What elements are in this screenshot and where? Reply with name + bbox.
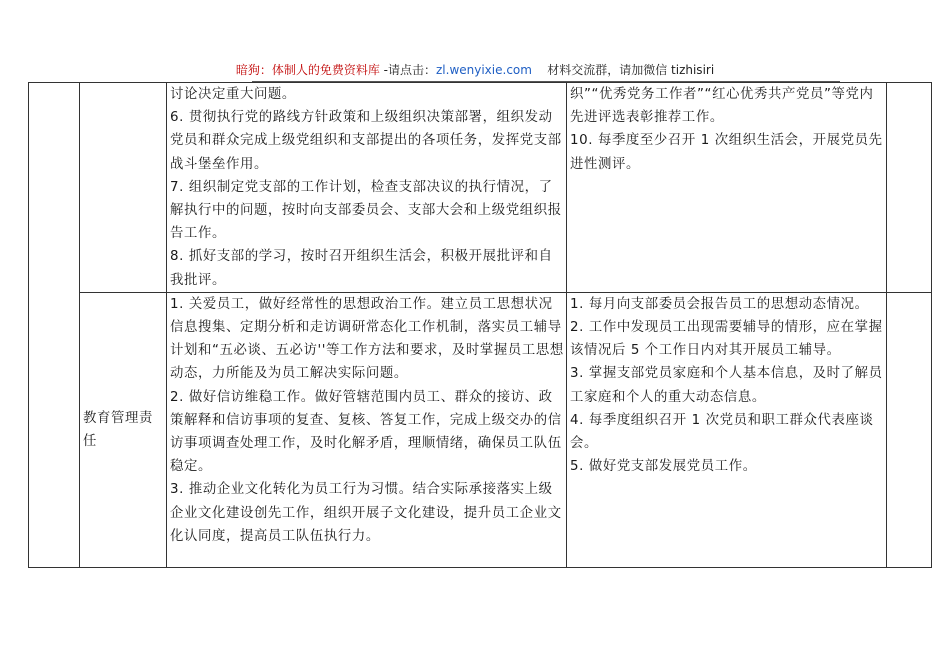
duties-cell xyxy=(167,83,567,293)
requirement-item: 织”“优秀党务工作者”“红心优秀共产党员”等党内先进评选表彰推荐工作。 xyxy=(570,87,874,126)
row-label-cell xyxy=(80,292,167,567)
table-row xyxy=(29,292,932,567)
requirement-item: 5. 做好党支部发展党员工作。 xyxy=(570,459,757,475)
duty-item: 2. 做好信访维稳工作。做好管辖范围内员工、群众的接访、政策解释和信访事项的复查、复核、答复工作，完成上级交办的信访事项调查处理工作，及时化解矛盾，理顺情绪，确保员工队伍稳定。 xyxy=(170,389,562,475)
responsibility-table xyxy=(28,82,932,568)
duty-item: 6. 贯彻执行党的路线方针政策和上级组织决策部署，组织发动党员和群众完成上级党组织和支部提出的各项任务，发挥党支部战斗堡垒作用。 xyxy=(170,110,562,172)
header-click-label: -请点击： xyxy=(379,63,436,77)
header-brand: 暗狗：体制人的免费资料库 xyxy=(235,63,380,77)
header-group-text: 材料交流群，请加微信 tizhisiri xyxy=(547,63,715,77)
row-label: 教育管理责任 xyxy=(83,410,153,449)
requirements-cell xyxy=(567,292,887,567)
notes-cell xyxy=(887,292,932,567)
row-label-cell xyxy=(80,83,167,293)
requirement-item: 3. 掌握支部党员家庭和个人基本信息，及时了解员工家庭和个人的重大动态信息。 xyxy=(570,366,883,405)
requirement-item: 4. 每季度组织召开 1 次党员和职工群众代表座谈会。 xyxy=(570,412,874,452)
duties-cell xyxy=(167,292,567,567)
notes-cell xyxy=(887,83,932,293)
requirement-item: 1. 每月向支部委员会报告员工的思想动态情况。 xyxy=(570,296,869,312)
outer-category-cell xyxy=(29,83,80,568)
page-header xyxy=(0,62,950,78)
duty-item: 1. 关爱员工，做好经常性的思想政治工作。建立员工思想状况信息搜集、定期分析和走访调研常态化工作机制，落实员工辅导计划和“五必谈、五必访''等工作方法和要求，及时掌握员工思想动态，力所能及为员工解决实际问题。 xyxy=(170,296,564,382)
duty-item: 3. 推动企业文化转化为员工行为习惯。结合实际承接落实上级企业文化建设创先工作，组织开展子文化建设，提升员工企业文化认同度，提高员工队伍执行力。 xyxy=(170,482,562,544)
duty-item: 7. 组织制定党支部的工作计划，检查支部决议的执行情况，了解执行中的问题，按时向支部委员会、支部大会和上级党组织报告工作。 xyxy=(170,179,562,242)
requirements-cell xyxy=(567,83,887,293)
requirement-item: 10. 每季度至少召开 1 次组织生活会，开展党员先进性测评。 xyxy=(570,133,883,172)
duty-item: 8. 抓好支部的学习，按时召开组织生活会，积极开展批评和自我批评。 xyxy=(170,249,553,288)
header-link[interactable]: zl.wenyixie.com xyxy=(436,63,532,77)
requirement-item: 2. 工作中发现员工出现需要辅导的情形，应在掌握该情况后 5 个工作日内对其开展员工辅导。 xyxy=(570,320,883,359)
table-row xyxy=(29,83,932,293)
duty-item: 讨论决定重大问题。 xyxy=(170,87,296,102)
